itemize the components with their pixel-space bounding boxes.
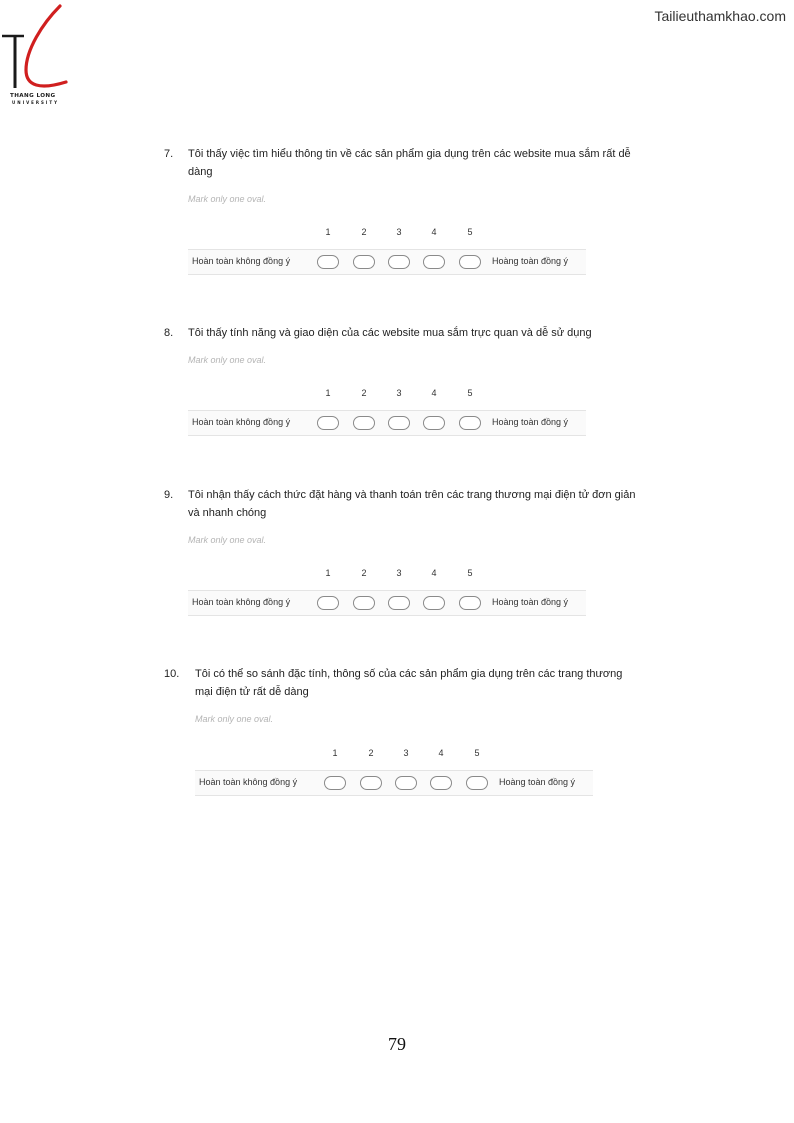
question-text-line: dàng [188,166,213,178]
question-text [188,486,635,522]
page-number: 79 [388,1034,406,1054]
scale-number: 1 [325,227,331,237]
scale-number: 2 [361,568,367,578]
scale-right-label: Hoàng toàn đồng ý [492,417,569,427]
radio-oval-4[interactable] [430,776,452,790]
university-logo [2,4,74,104]
question-number: 10. [164,668,180,680]
scale-number: 5 [467,388,473,398]
radio-oval-1[interactable] [324,776,346,790]
question-text-line: Tôi thấy việc tìm hiểu thông tin về các sản phẩm gia dụng trên các website mua sắm rất dễ [188,148,631,160]
scale-numbers [195,748,593,760]
question-text-line: Tôi có thể so sánh đặc tính, thông số của các sản phẩm gia dụng trên các trang thương [195,668,623,680]
question-text [188,324,592,342]
radio-oval-3[interactable] [388,596,410,610]
scale-left-label: Hoàn toàn không đồng ý [192,256,291,266]
question-text-line: và nhanh chóng [188,507,267,519]
scale-number: 2 [368,748,374,758]
likert-scale-row [195,770,593,796]
scale-number: 4 [431,388,437,398]
question-number: 7. [164,148,174,160]
scale-number: 1 [325,568,331,578]
watermark: Tailieuthamkhao.com [654,8,786,24]
radio-oval-3[interactable] [388,416,410,430]
radio-oval-2[interactable] [353,255,375,269]
likert-scale-row [188,410,586,436]
scale-number: 4 [431,227,437,237]
question-text-line: Tôi thấy tính năng và giao diện của các website mua sắm trực quan và dễ sử dụng [188,327,592,339]
scale-number: 5 [467,227,473,237]
scale-number: 1 [325,388,331,398]
question-text [195,665,622,701]
radio-oval-2[interactable] [353,596,375,610]
scale-left-label: Hoàn toàn không đồng ý [199,777,298,787]
likert-scale-row [188,249,586,275]
radio-oval-5[interactable] [459,255,481,269]
logo-mark-icon [2,4,74,94]
radio-oval-2[interactable] [360,776,382,790]
scale-number: 3 [403,748,409,758]
scale-right-label: Hoàng toàn đồng ý [492,256,569,266]
radio-oval-5[interactable] [459,416,481,430]
logo-text-line1: THANG LONG [10,93,56,99]
radio-oval-1[interactable] [317,596,339,610]
question-text-line: Tôi nhận thấy cách thức đặt hàng và thanh toán trên các trang thương mại điện tử đơn giản [188,489,636,501]
scale-left-label: Hoàn toàn không đồng ý [192,417,291,427]
radio-oval-3[interactable] [388,255,410,269]
question-text-line: mại điện tử rất dễ dàng [195,686,309,698]
scale-right-label: Hoàng toàn đồng ý [492,597,569,607]
radio-oval-1[interactable] [317,255,339,269]
scale-left-label: Hoàn toàn không đồng ý [192,597,291,607]
question-hint: Mark only one oval. [188,355,267,365]
question-hint: Mark only one oval. [195,714,274,724]
scale-number: 1 [332,748,338,758]
scale-number: 5 [474,748,480,758]
question-number: 8. [164,327,174,339]
question-text [188,145,631,181]
radio-oval-2[interactable] [353,416,375,430]
radio-oval-4[interactable] [423,596,445,610]
scale-number: 4 [438,748,444,758]
scale-number: 5 [467,568,473,578]
radio-oval-1[interactable] [317,416,339,430]
radio-oval-5[interactable] [459,596,481,610]
logo-text-line2: UNIVERSITY [12,100,59,105]
likert-scale-row [188,590,586,616]
radio-oval-3[interactable] [395,776,417,790]
radio-oval-5[interactable] [466,776,488,790]
scale-numbers [188,227,586,239]
question-number: 9. [164,489,174,501]
question-hint: Mark only one oval. [188,194,267,204]
scale-number: 4 [431,568,437,578]
scale-right-label: Hoàng toàn đồng ý [499,777,576,787]
scale-number: 3 [396,227,402,237]
scale-numbers [188,388,586,400]
scale-numbers [188,568,586,580]
question-hint: Mark only one oval. [188,535,267,545]
scale-number: 2 [361,227,367,237]
scale-number: 3 [396,388,402,398]
scale-number: 2 [361,388,367,398]
radio-oval-4[interactable] [423,255,445,269]
radio-oval-4[interactable] [423,416,445,430]
scale-number: 3 [396,568,402,578]
